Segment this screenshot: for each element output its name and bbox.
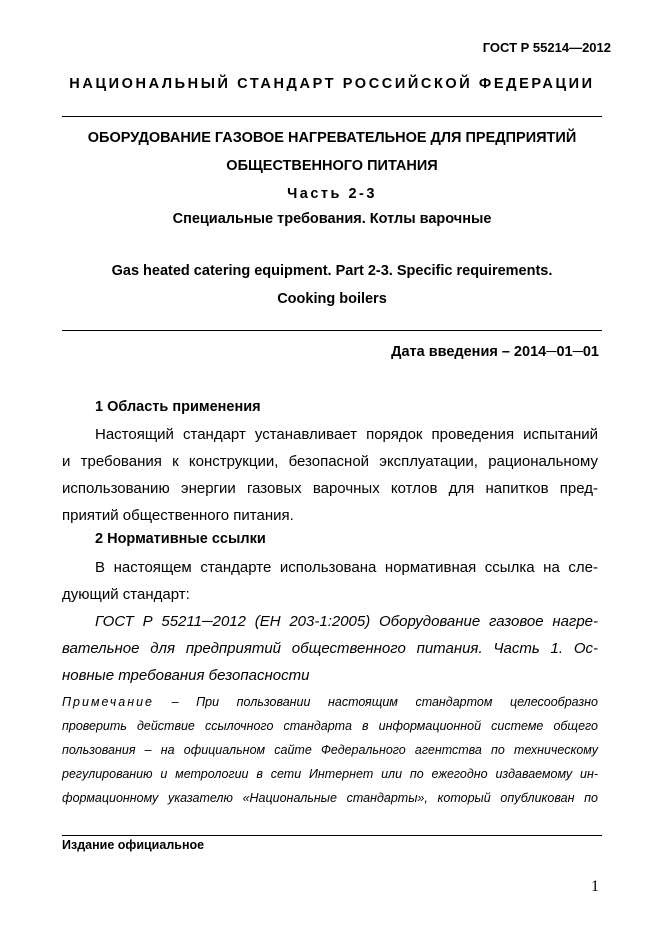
title-part: Часть 2-3: [287, 186, 377, 202]
section-1-paragraph-line: и требования к конструкции, безопасной эксплуатации, рациональному: [62, 453, 598, 470]
document-code: ГОСТ Р 55214—2012: [482, 40, 611, 55]
page-number: 1: [591, 878, 599, 895]
title-en-line-2: Cooking boilers: [277, 291, 387, 307]
section-2-paragraph-line: В настоящем стандарте использована нормативная ссылка на сле-: [95, 559, 598, 576]
note-line: формационному указателю «Национальные стандарты», который опубликован по: [62, 791, 598, 805]
section-1-paragraph-line: использованию энергии газовых варочных котлов для напитков пред-: [62, 480, 598, 497]
note-first-line: [62, 693, 598, 711]
note-text: – При пользовании настоящим стандартом целесообразно: [154, 695, 598, 709]
normative-reference-line: ГОСТ Р 55211─2012 (ЕН 203-1:2005) Оборудование газовое нагре-: [95, 613, 598, 630]
title-divider-bottom: [62, 330, 602, 331]
edition-label: Издание официальное: [62, 838, 205, 852]
note-line: проверить действие ссылочного стандарта в информационной системе общего: [62, 719, 598, 733]
section-2-paragraph-line: дующий стандарт:: [62, 586, 190, 603]
note-line: пользования – на официальном сайте Федерального агентства по техническому: [62, 743, 598, 757]
title-en-line-1: Gas heated catering equipment. Part 2-3. Specific requirements.: [111, 263, 553, 279]
section-1-paragraph-line: Настоящий стандарт устанавливает порядок проведения испытаний: [95, 426, 598, 443]
section-1-paragraph-line: приятий общественного питания.: [62, 507, 294, 524]
title-subtitle: Специальные требования. Котлы варочные: [172, 211, 492, 227]
note-label: Примечание: [62, 695, 154, 709]
introduction-date: Дата введения – 2014─01─01: [391, 344, 599, 360]
section-2-heading: 2 Нормативные ссылки: [95, 531, 266, 547]
title-divider-top: [62, 116, 602, 117]
footer-divider: [62, 835, 602, 836]
normative-reference-line: новные требования безопасности: [62, 667, 310, 684]
section-1-heading: 1 Область применения: [95, 399, 261, 415]
normative-reference-line: вательное для предприятий общественного питания. Часть 1. Ос-: [62, 640, 598, 657]
title-ru-line-1: ОБОРУДОВАНИЕ ГАЗОВОЕ НАГРЕВАТЕЛЬНОЕ ДЛЯ ПРЕДПРИЯТИЙ: [87, 130, 577, 146]
note-line: регулированию и метрологии в сети Интернет или по ежегодно издаваемому ин-: [62, 767, 598, 781]
national-standard-title: НАЦИОНАЛЬНЫЙ СТАНДАРТ РОССИЙСКОЙ ФЕДЕРАЦИИ: [69, 76, 595, 92]
title-ru-line-2: ОБЩЕСТВЕННОГО ПИТАНИЯ: [226, 158, 438, 174]
